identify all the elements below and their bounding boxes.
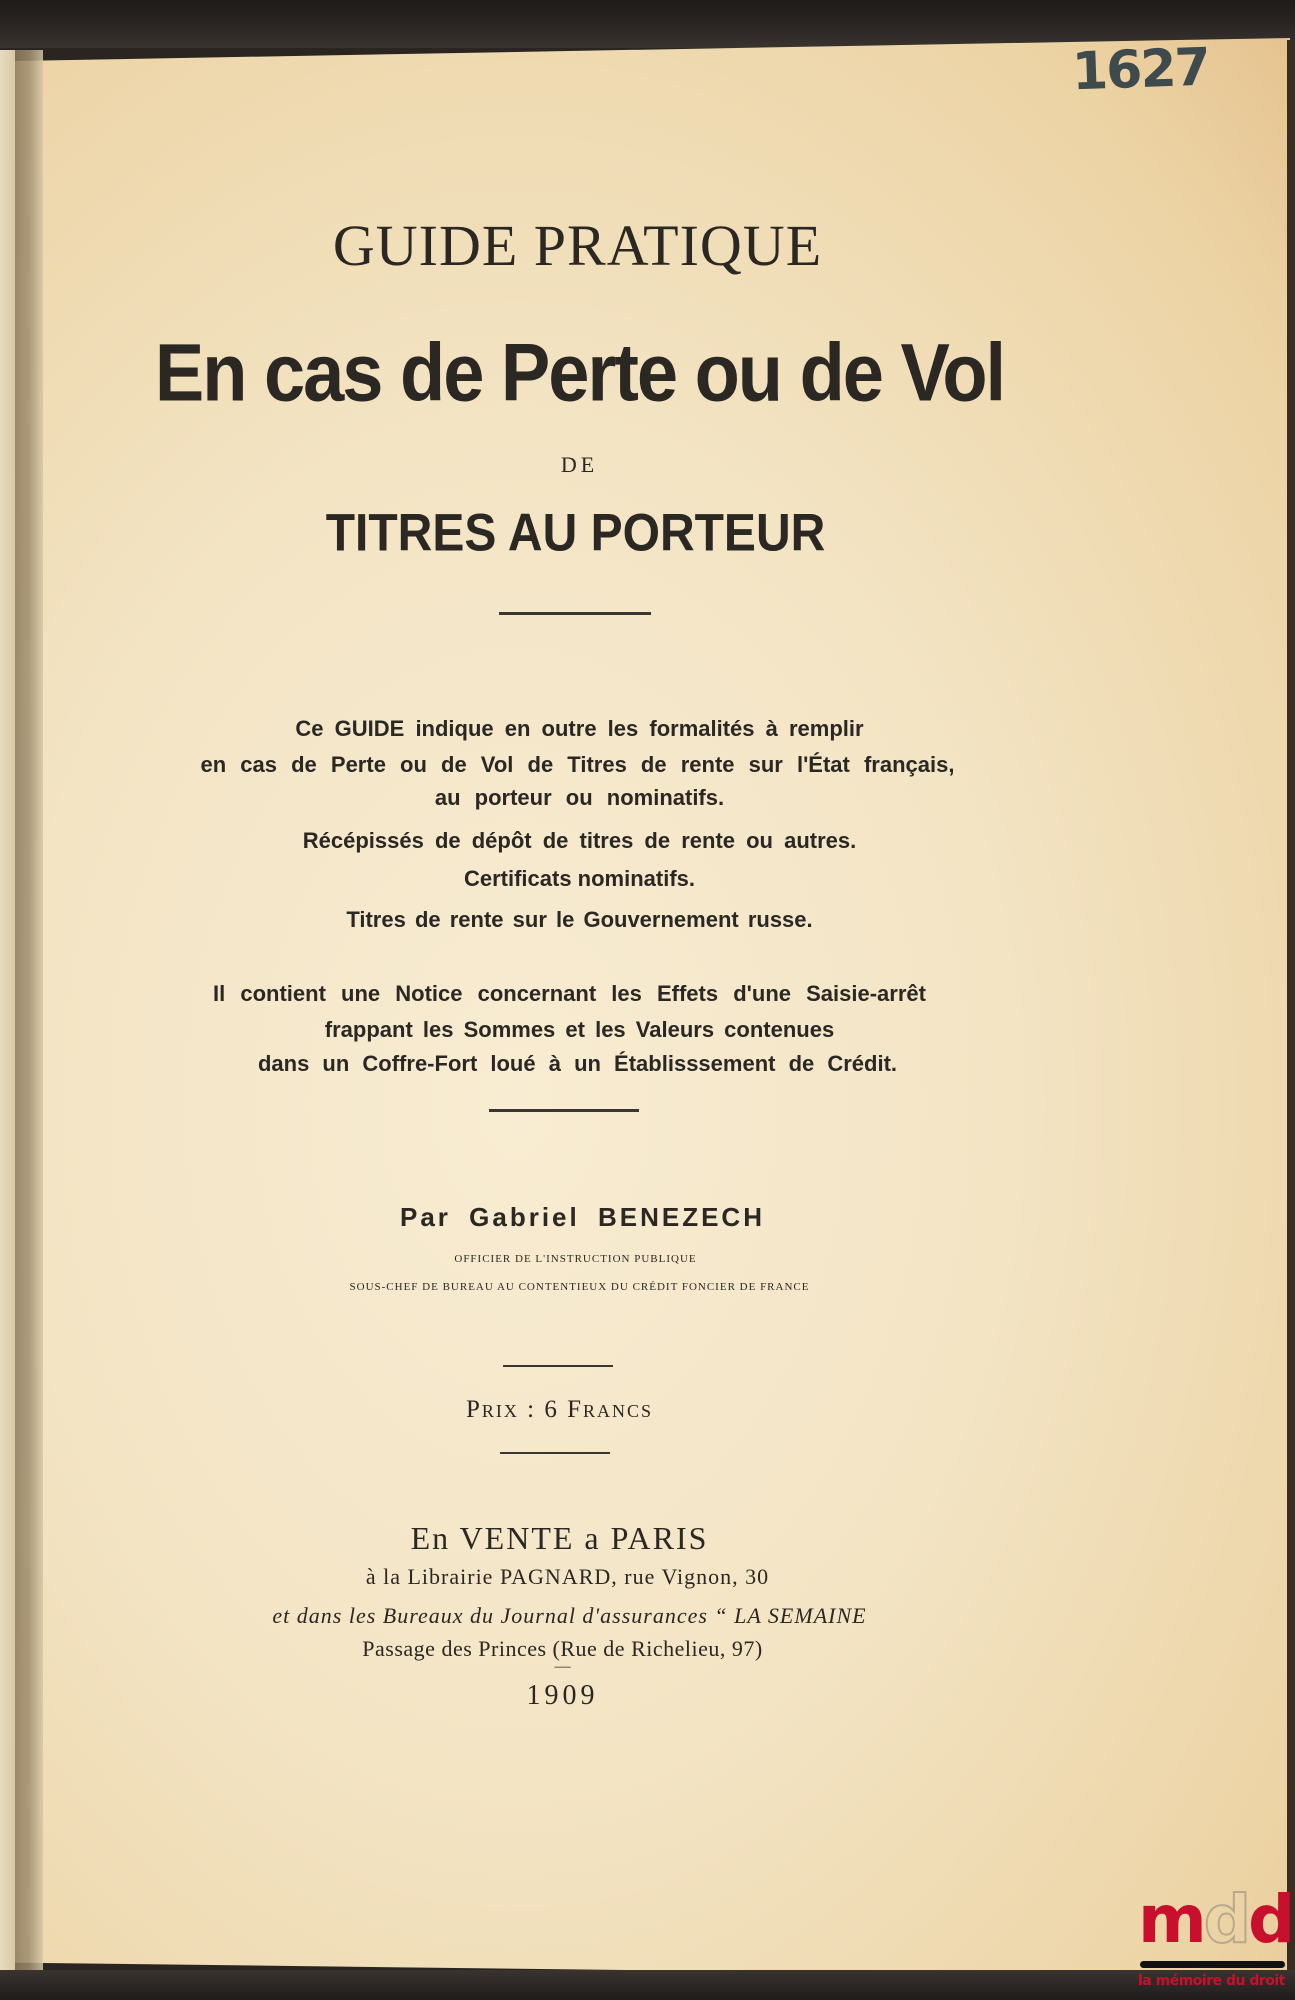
publication-year: 1909 [526, 1680, 599, 1711]
mdd-logo [1138, 1881, 1293, 2000]
description-line-1: Ce GUIDE indique en outre les formalités à remplir [295, 716, 864, 741]
title-guide-pratique: GUIDE PRATIQUE [332, 213, 823, 278]
sale-dash: — [554, 1658, 571, 1675]
divider-3 [503, 1365, 613, 1367]
author-title-2: SOUS-CHEF DE BUREAU AU CONTENTIEUX DU CRÉDIT FONCIER DE FRANCE [349, 1281, 810, 1293]
mdd-logo-bar [1140, 1961, 1285, 1968]
description-line-3: au porteur ou nominatifs. [434, 785, 725, 810]
description-line-5: Certificats nominatifs. [463, 866, 696, 891]
description-line-6: Titres de rente sur le Gouvernement russe. [346, 907, 813, 932]
divider-2 [489, 1109, 639, 1112]
sale-line-4: Passage des Princes (Rue de Richelieu, 97) [362, 1636, 763, 1661]
mdd-logo-tagline: la mémoire du droit [1138, 1973, 1285, 1989]
notice-line-1: Il contient une Notice concernant les Effets d'une Saisie-arrêt [213, 981, 926, 1006]
price-label: Prix : 6 Francs [465, 1396, 654, 1423]
divider-1 [499, 612, 651, 615]
notice-line-3: dans un Coffre-Fort loué à un Établisssement de Crédit. [257, 1051, 898, 1076]
notice-line-2: frappant les Sommes et les Valeurs contenues [324, 1017, 835, 1042]
title-titres-au-porteur: TITRES AU PORTEUR [325, 504, 826, 563]
mdd-logo-mark: mdd [1138, 1881, 1293, 1958]
page-right-edge [1287, 40, 1295, 1980]
sale-line-3: et dans les Bureaux du Journal d'assurances “ LA SEMAINE [272, 1603, 867, 1628]
description-line-2: en cas de Perte ou de Vol de Titres de rente sur l'État français, [200, 752, 955, 777]
sale-line-2: à la Librairie PAGNARD, rue Vignon, 30 [365, 1564, 770, 1589]
handwritten-catalog-number: 1627 [1070, 37, 1210, 103]
description-line-4: Récépissés de dépôt de titres de rente ou autres. [302, 828, 857, 853]
divider-4 [500, 1452, 610, 1454]
title-main: En cas de Perte ou de Vol [154, 326, 1005, 419]
author-title-1: OFFICIER DE L'INSTRUCTION PUBLIQUE [454, 1253, 697, 1265]
sale-line-1: En VENTE a PARIS [410, 1520, 709, 1556]
title-de: DE [560, 452, 599, 477]
book-bottom-edge [0, 1970, 1295, 2000]
author-byline: Par Gabriel BENEZECH [400, 1202, 765, 1232]
